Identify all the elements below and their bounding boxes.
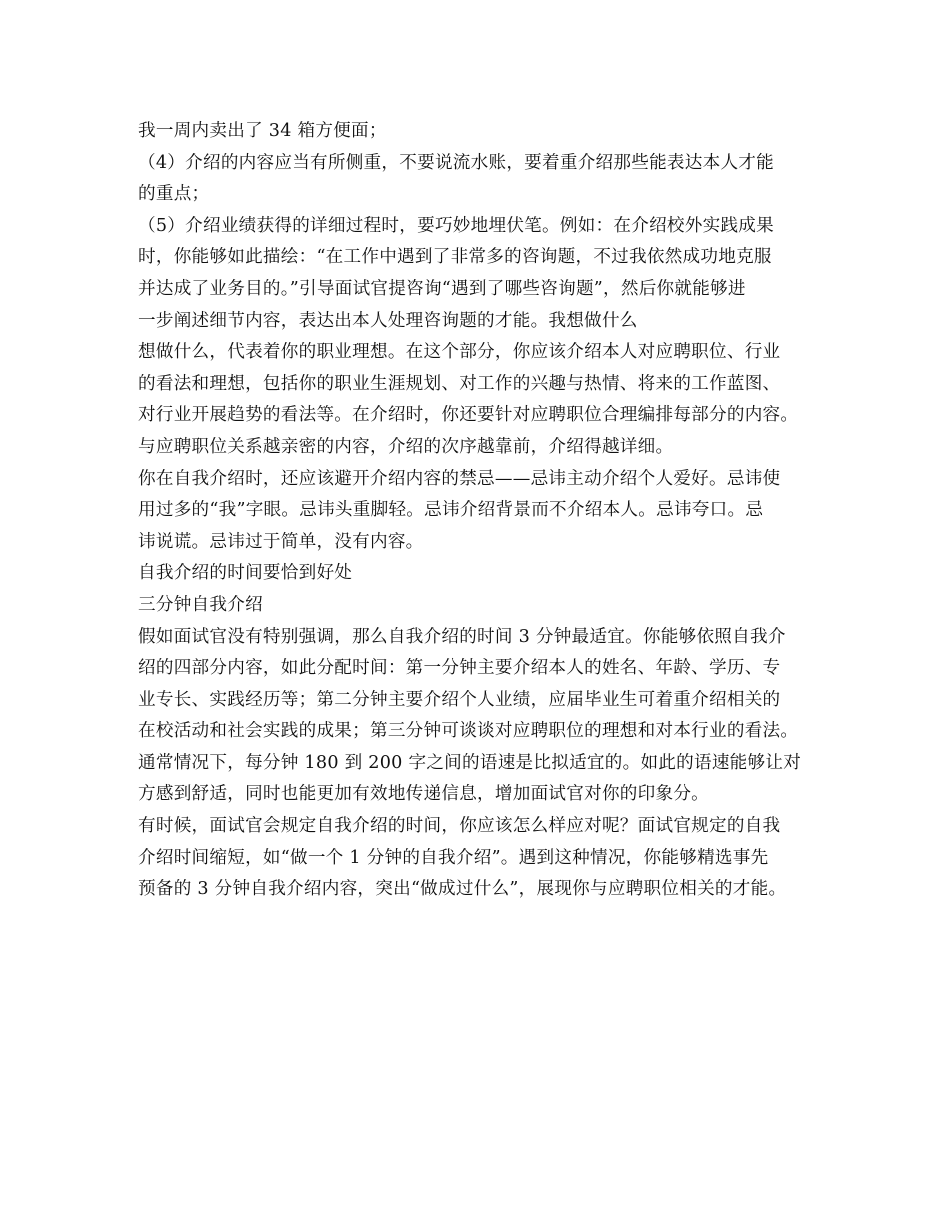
text-line: 一步阐述细节内容，表达出本人处理咨询题的才能。我想做什么 bbox=[138, 310, 638, 331]
text-line: 业专长、实践经历等；第二分钟主要介绍个人业绩，应届毕业生可着重介绍相关的 bbox=[138, 689, 781, 710]
text-line: 想做什么，代表着你的职业理想。在这个部分，你应该介绍本人对应聘职位、行业 bbox=[138, 342, 781, 363]
text-line: 你在自我介绍时，还应该避开介绍内容的禁忌——忌讳主动介绍个人爱好。忌讳使 bbox=[138, 468, 781, 489]
text-line: 介绍时间缩短，如“做一个 1 分钟的自我介绍”。遇到这种情况，你能够精选事先 bbox=[138, 847, 769, 868]
section-heading: 自我介绍的时间要恰到好处 bbox=[138, 563, 353, 584]
text-line: 通常情况下，每分钟 180 到 200 字之间的语速是比拟适宜的。如此的语速能够让对 bbox=[138, 752, 802, 773]
document-body bbox=[138, 116, 828, 906]
text-line: 用过多的“我”字眼。忌讳头重脚轻。忌讳介绍背景而不介绍本人。忌讳夸口。忌 bbox=[138, 500, 764, 521]
text-line: 的重点； bbox=[138, 184, 210, 205]
text-line: 假如面试官没有特别强调，那么自我介绍的时间 3 分钟最适宜。你能够依照自我介 bbox=[138, 626, 786, 647]
text-line: 并达成了业务目的。”引导面试官提咨询“遇到了哪些咨询题”，然后你就能够进 bbox=[138, 278, 746, 299]
text-line: 我一周内卖出了 34 箱方便面； bbox=[138, 121, 387, 141]
text-line: 有时候，面试官会规定自我介绍的时间，你应该怎么样应对呢？面试官规定的自我 bbox=[138, 816, 781, 837]
text-line: 方感到舒适，同时也能更加有效地传递信息，增加面试官对你的印象分。 bbox=[138, 784, 710, 805]
text-line: 与应聘职位关系越亲密的内容，介绍的次序越靠前，介绍得越详细。 bbox=[138, 436, 674, 457]
text-line: 的看法和理想，包括你的职业生涯规划、对工作的兴趣与热情、将来的工作蓝图、 bbox=[138, 373, 781, 394]
text-line: 时，你能够如此描绘：“在工作中遇到了非常多的咨询题，不过我依然成功地克服 bbox=[138, 247, 772, 268]
text-line: （5）介绍业绩获得的详细过程时，要巧妙地埋伏笔。例如：在介绍校外实践成果 bbox=[138, 215, 774, 236]
section-subheading: 三分钟自我介绍 bbox=[138, 594, 263, 615]
text-line: （4）介绍的内容应当有所侧重，不要说流水账，要着重介绍那些能表达本人才能 bbox=[138, 152, 774, 173]
text-line: 绍的四部分内容，如此分配时间：第一分钟主要介绍本人的姓名、年龄、学历、专 bbox=[138, 658, 781, 679]
text-line: 预备的 3 分钟自我介绍内容，突出“做成过什么”，展现你与应聘职位相关的才能。 bbox=[138, 879, 787, 900]
text-line: 对行业开展趋势的看法等。在介绍时，你还要针对应聘职位合理编排每部分的内容。 bbox=[138, 405, 799, 426]
text-line: 在校活动和社会实践的成果；第三分钟可谈谈对应聘职位的理想和对本行业的看法。 bbox=[138, 721, 799, 742]
text-line: 讳说谎。忌讳过于简单，没有内容。 bbox=[138, 531, 424, 552]
